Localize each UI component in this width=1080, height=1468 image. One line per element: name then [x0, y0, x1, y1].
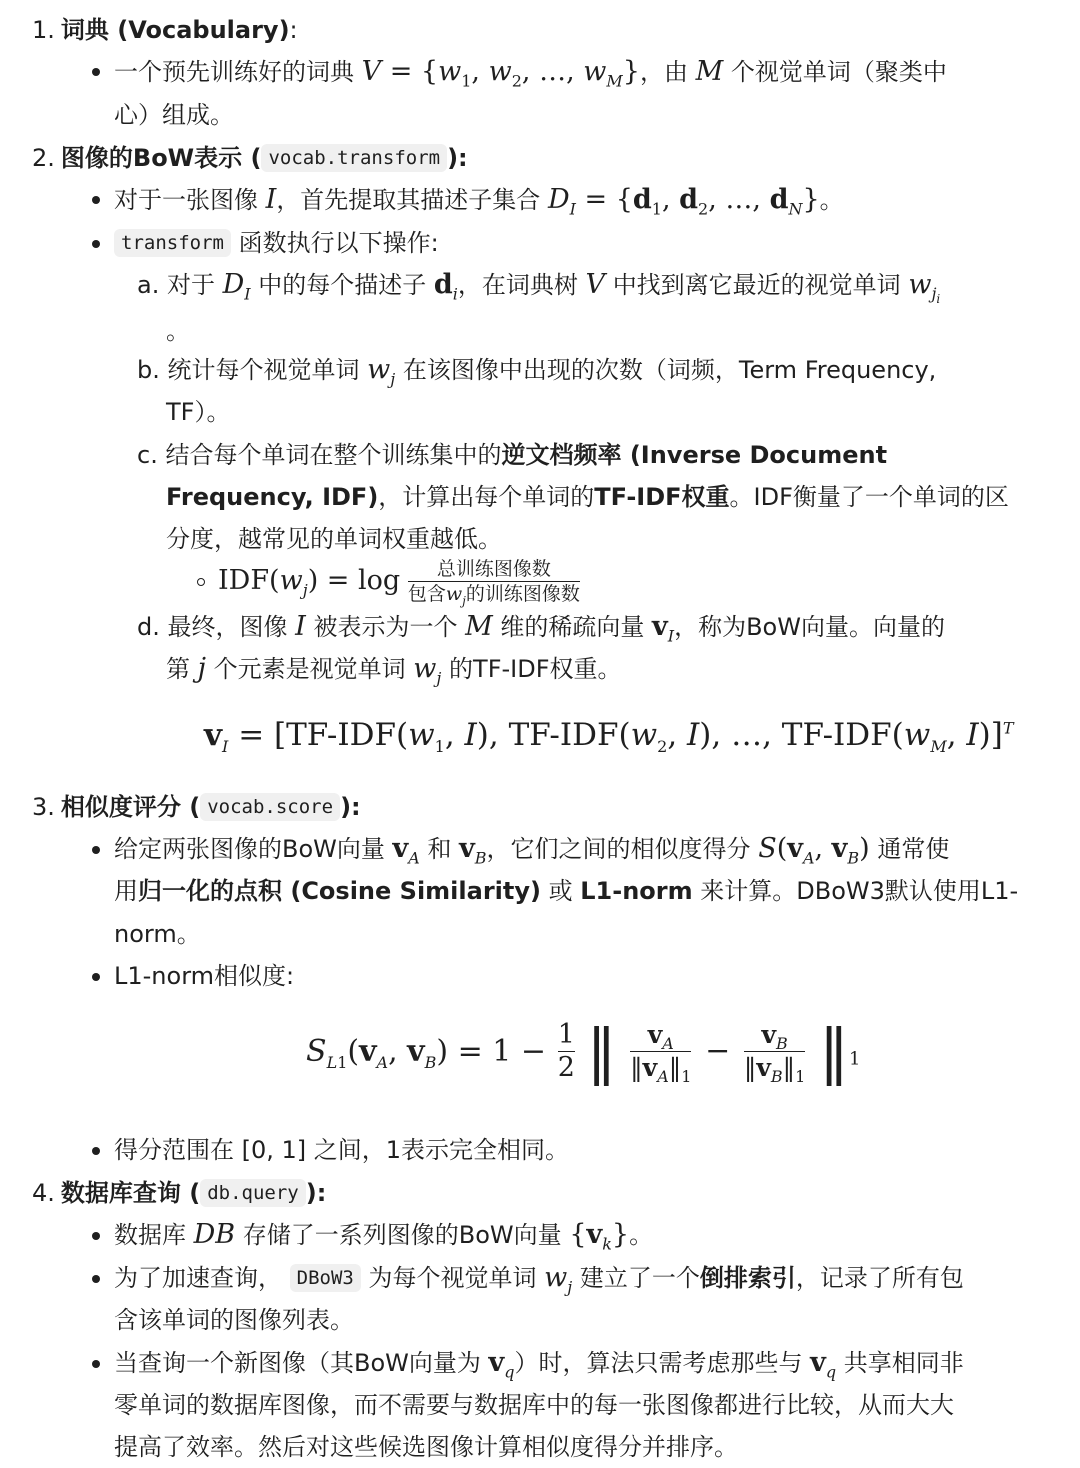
section-2-title: 图像的BoW表示 (	[60, 144, 262, 172]
query-line-3: 提高了效率。然后对这些候选图像计算相似度得分并排序。	[114, 1433, 738, 1461]
descriptor-line: 对于一张图像 I，首先提取其描述子集合 $D_I = \{d_1$, $d_2$, …, $d_N$}。	[114, 184, 844, 219]
sub-bullet-circle	[197, 578, 205, 586]
step-a-line-1: a. 对于 $D_I$ 中的每个描述子 $d_i$，在词典树 V 中找到离它最近的视觉单词 $w_{j_i}$	[137, 269, 941, 307]
step-b-line-1: b. 统计每个视觉单词 $w_j$ 在该图像中出现的次数（词频，Term Frequency,	[137, 354, 937, 389]
bullet-dot	[92, 1147, 100, 1155]
bullet-dot	[92, 973, 100, 981]
step-a-line-2: 。	[166, 317, 190, 345]
step-b-line-2: TF）。	[166, 398, 231, 426]
code-dbow3: DBoW3	[290, 1264, 361, 1292]
db-line: 数据库 DB 存储了一系列图像的BoW向量 $\{v_k\}$。	[114, 1219, 654, 1254]
section-3-title: 相似度评分 (	[60, 793, 201, 821]
bullet-dot	[92, 1232, 100, 1240]
index-line-2: 含该单词的图像列表。	[114, 1306, 354, 1334]
index-line-1: 为了加速查询， DBoW3 为每个视觉单词 $w_j$ 建立了一个倒排索引，记录了所有包	[114, 1262, 964, 1297]
idf-formula: $IDF(w_j) = \log$ $\frac{\text{总训练图像数}}{包含w_j的训练图像数}$	[218, 558, 580, 608]
bullet-dot	[92, 68, 100, 76]
section-3-heading: 3. 相似度评分 ( vocab.score ):	[32, 793, 361, 821]
step-d-line-2: 第 j 个元素是视觉单词 $w_j$ 的TF-IDF权重。	[166, 653, 622, 688]
section-4-title: 数据库查询 (	[60, 1179, 201, 1207]
bullet-dot	[92, 846, 100, 854]
bullet-dot	[92, 196, 100, 204]
vocab-formula: $V = \{w_1$, $w_2$, …, $w_M$}	[361, 56, 640, 91]
code-transform: transform	[114, 229, 231, 257]
bullet-dot	[92, 1360, 100, 1368]
query-line-1: 当查询一个新图像（其BoW向量为 $v_q$）时，算法只需考虑那些与 $v_q$ 共享相同非	[114, 1347, 964, 1382]
l1-formula: $S_{L1}(v_A$, $v_B) = 1$ − $\frac{1}{2}$ ‖ $\frac{v_A}{‖v_A‖_1}$ − $\frac{v_B}{‖v_B‖_1}$ $‖_1$	[306, 1016, 861, 1087]
score-range-line: 得分范围在 [0, 1] 之间，1表示完全相同。	[114, 1136, 570, 1164]
query-line-2: 零单词的数据库图像，而不需要与数据库中的每一张图像都进行比较，从而大大	[114, 1391, 954, 1419]
bullet-dot	[92, 240, 100, 248]
code-vocab-score: vocab.score	[200, 793, 340, 821]
l1-label: L1-norm相似度:	[114, 962, 295, 990]
step-c-line-3: 分度，越常见的单词权重越低。	[166, 525, 502, 553]
step-c-line-2: Frequency, IDF)，计算出每个单词的TF-IDF权重。IDF衡量了一个单词的区	[166, 483, 1009, 511]
bullet-dot	[92, 1275, 100, 1283]
step-c-line-1: c. 结合每个单词在整个训练集中的逆文档频率 (Inverse Document	[137, 441, 888, 469]
section-2-heading: 2. 图像的BoW表示 ( vocab.transform ):	[32, 144, 468, 172]
vocab-line-2: 心）组成。	[114, 101, 234, 129]
section-1-heading: 1. 词典 (Vocabulary):	[32, 16, 298, 44]
descriptor-formula: $D_I = \{d_1$, $d_2$, …, $d_N$}	[547, 184, 820, 219]
step-d-line-1: d. 最终，图像 I 被表示为一个 M 维的稀疏向量 $v_I$，称为BoW向量。向量的	[137, 611, 945, 646]
bow-vector-formula: $v_I = [TF-IDF(w_1$, I), $TF-IDF(w_2$, I), …, $TF-IDF(w_M$, I)]$^T$	[204, 717, 1014, 757]
transform-line: transform 函数执行以下操作:	[114, 222, 439, 264]
code-vocab-transform: vocab.transform	[261, 144, 447, 172]
score-line-2: 用归一化的点积 (Cosine Similarity) 或 L1-norm 来计算。DBoW3默认使用L1-	[114, 877, 1019, 905]
code-db-query: db.query	[200, 1179, 306, 1207]
score-line-3: norm。	[114, 920, 201, 948]
score-line-1: 给定两张图像的BoW向量 $v_A$ 和 $v_B$，它们之间的相似度得分 $S(v_A$, $v_B$) 通常使	[114, 833, 950, 868]
section-4-heading: 4. 数据库查询 ( db.query ):	[32, 1179, 327, 1207]
vocab-line-1: 一个预先训练好的词典 $V = \{w_1$, $w_2$, …, $w_M$}，由 M 个视觉单词（聚类中	[114, 56, 947, 91]
section-1-title: 词典 (Vocabulary)	[60, 16, 290, 44]
